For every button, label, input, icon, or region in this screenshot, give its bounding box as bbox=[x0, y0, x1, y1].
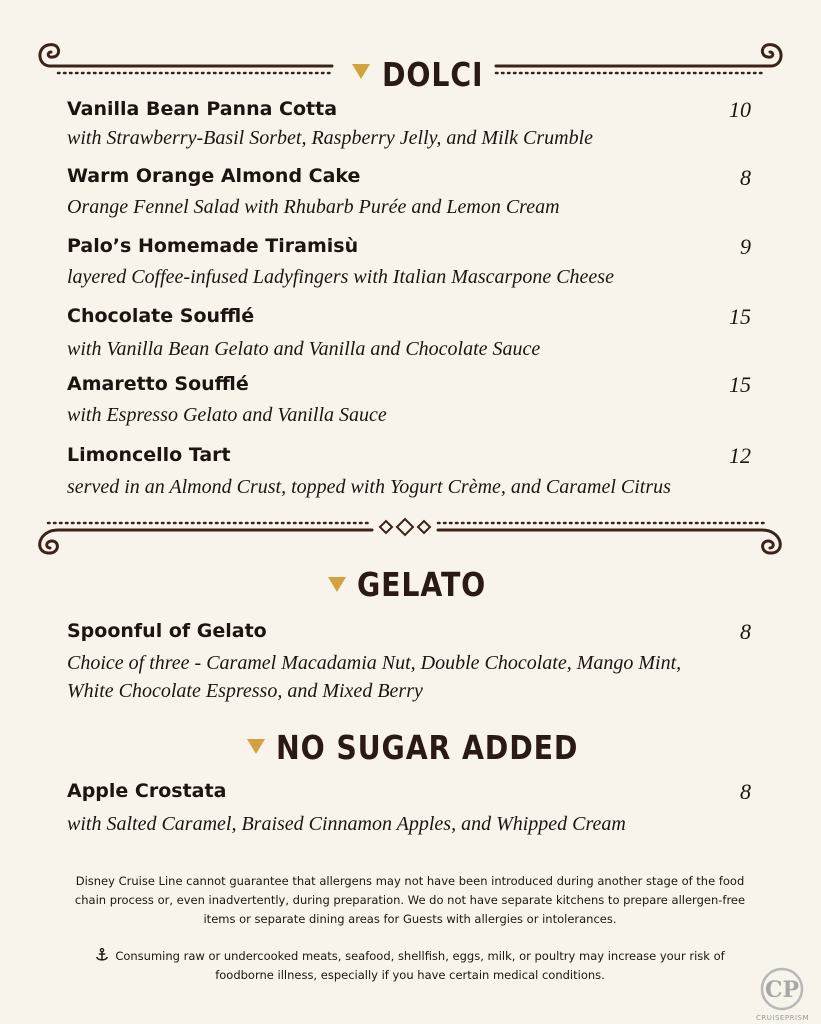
raw-food-notice-block bbox=[90, 947, 730, 985]
item-description: Orange Fennel Salad with Rhubarb Purée and Lemon Cream bbox=[67, 196, 560, 218]
anchor-icon bbox=[95, 948, 109, 962]
item-description: with Strawberry-Basil Sorbet, Raspberry Jelly, and Milk Crumble bbox=[67, 127, 594, 149]
item-price: 15 bbox=[729, 372, 751, 397]
item-description: with Salted Caramel, Braised Cinnamon Apples, and Whipped Cream bbox=[67, 813, 626, 835]
item-name: Limoncello Tart bbox=[67, 444, 231, 466]
item-name: Warm Orange Almond Cake bbox=[67, 165, 361, 187]
cruiseprism-logo-icon bbox=[753, 962, 811, 1020]
no-sugar-triangle-icon bbox=[247, 739, 265, 754]
no-sugar-title: NO SUGAR ADDED bbox=[276, 728, 579, 767]
item-description: with Vanilla Bean Gelato and Vanilla and Chocolate Sauce bbox=[67, 338, 541, 360]
item-description: with Espresso Gelato and Vanilla Sauce bbox=[67, 404, 387, 426]
item-name: Chocolate Soufflé bbox=[67, 305, 255, 327]
gelato-triangle-icon bbox=[328, 577, 346, 592]
item-description: Choice of three - Caramel Macadamia Nut, Double Chocolate, Mango Mint, White Chocolate Espresso, and Mixed Berry bbox=[67, 652, 682, 702]
watermark-text: CRUISEPRISM bbox=[756, 1014, 809, 1022]
item-description: served in an Almond Crust, topped with Yogurt Crème, and Caramel Citrus bbox=[67, 476, 671, 498]
item-price: 9 bbox=[740, 234, 751, 259]
item-price: 10 bbox=[729, 97, 751, 122]
dolci-title: DOLCI bbox=[382, 55, 484, 94]
item-price: 8 bbox=[740, 165, 751, 190]
item-name: Apple Crostata bbox=[67, 780, 227, 802]
item-price: 15 bbox=[729, 304, 751, 329]
item-name: Spoonful of Gelato bbox=[67, 620, 267, 642]
item-description: layered Coffee-infused Ladyfingers with Italian Mascarpone Cheese bbox=[67, 266, 614, 288]
gelato-title: GELATO bbox=[357, 565, 487, 604]
allergen-notice: Disney Cruise Line cannot guarantee that allergens may not have been introduced during another stage of the food chain process or, even inadvertently, during preparation. We do not have separate kitchens to prepare allergen-free items or separate dining areas for Guests with allergies or intolerances. bbox=[74, 874, 746, 926]
item-name: Vanilla Bean Panna Cotta bbox=[67, 98, 338, 120]
svg-text:CP: CP bbox=[764, 977, 800, 1003]
item-price: 12 bbox=[729, 443, 751, 468]
item-name: Palo’s Homemade Tiramisù bbox=[67, 235, 359, 257]
raw-food-notice: Consuming raw or undercooked meats, seafood, shellfish, eggs, milk, or poultry may increase your risk of foodborne illness, especially if you have certain medical conditions. bbox=[115, 949, 725, 982]
item-price: 8 bbox=[740, 779, 751, 804]
item-name: Amaretto Soufflé bbox=[67, 373, 249, 395]
item-price: 8 bbox=[740, 619, 751, 644]
dolci-triangle-icon bbox=[352, 64, 370, 79]
